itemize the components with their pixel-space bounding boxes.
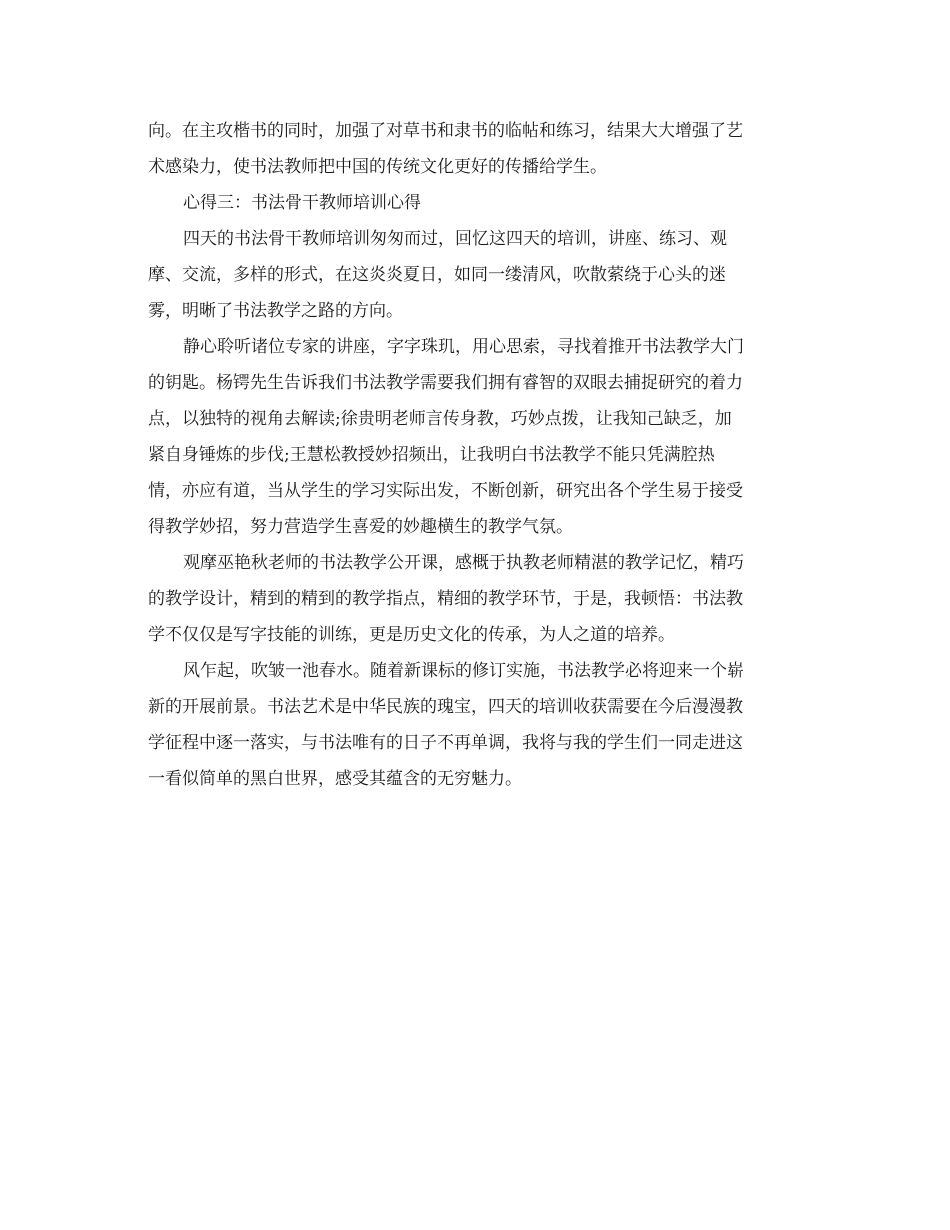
text-line: 学不仅仅是写字技能的训练，更是历史文化的传承，为人之道的培养。 (148, 625, 675, 645)
text-line: 的钥匙。杨锷先生告诉我们书法教学需要我们拥有睿智的双眼去捕捉研究的着力 (148, 373, 743, 393)
paragraph-continuation (148, 113, 808, 185)
text-line: 摩、交流，多样的形式，在这炎炎夏日，如同一缕清风，吹散萦绕于心头的迷 (148, 265, 726, 285)
heading-line: 心得三：书法骨干教师培训心得 (183, 193, 421, 213)
text-line: 静心聆听诸位专家的讲座，字字珠玑，用心思索，寻找着推开书法教学大门 (183, 337, 744, 357)
paragraph-lectures (148, 329, 808, 545)
section-heading (148, 185, 808, 221)
paragraph-training-summary (148, 221, 808, 329)
paragraph-public-lesson (148, 545, 808, 653)
text-line: 点，以独特的视角去解读;徐贵明老师言传身教，巧妙点拨，让我知己缺乏，加 (148, 409, 732, 429)
paragraph-conclusion (148, 653, 808, 797)
document-body (148, 113, 808, 797)
text-line: 术感染力，使书法教师把中国的传统文化更好的传播给学生。 (148, 157, 607, 177)
text-line: 一看似简单的黑白世界，感受其蕴含的无穷魅力。 (148, 769, 522, 789)
text-line: 情，亦应有道，当从学生的学习实际出发，不断创新，研究出各个学生易于接受 (148, 481, 743, 501)
text-line: 向。在主攻楷书的同时，加强了对草书和隶书的临帖和练习，结果大大增强了艺 (148, 121, 743, 141)
text-line: 四天的书法骨干教师培训匆匆而过，回忆这四天的培训，讲座、练习、观 (183, 229, 727, 249)
text-line: 观摩巫艳秋老师的书法教学公开课，感概于执教老师精湛的教学记忆，精巧 (183, 553, 744, 573)
text-line: 紧自身锤炼的步伐;王慧松教授妙招频出，让我明白书法教学不能只凭满腔热 (148, 445, 715, 465)
text-line: 风乍起，吹皱一池春水。随着新课标的修订实施，书法教学必将迎来一个崭 (183, 661, 744, 681)
text-line: 学征程中逐一落实，与书法唯有的日子不再单调，我将与我的学生们一同走进这 (148, 733, 743, 753)
text-line: 得教学妙招，努力营造学生喜爱的妙趣横生的教学气氛。 (148, 517, 573, 537)
text-line: 的教学设计，精到的精到的教学指点，精细的教学环节，于是，我顿悟：书法教 (148, 589, 743, 609)
text-line: 新的开展前景。书法艺术是中华民族的瑰宝，四天的培训收获需要在今后漫漫教 (148, 697, 743, 717)
text-line: 雾，明晰了书法教学之路的方向。 (148, 301, 403, 321)
